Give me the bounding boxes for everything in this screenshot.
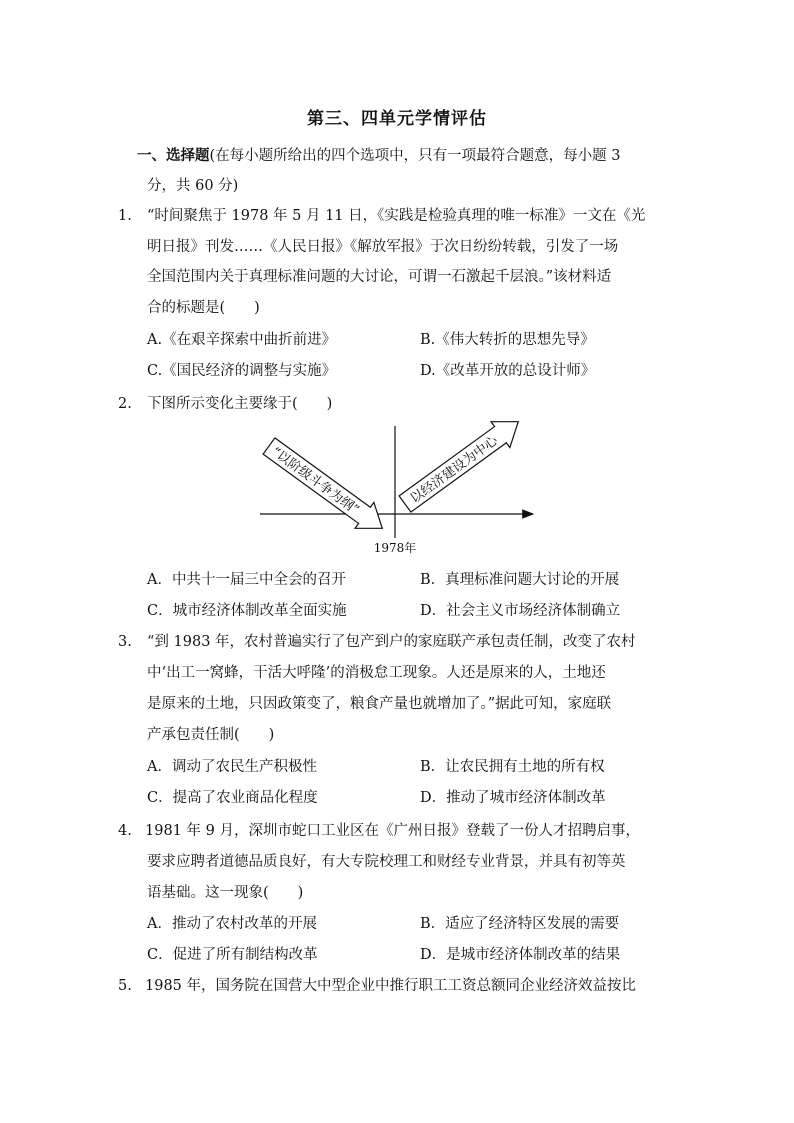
- section-label: 一、选择题: [137, 148, 210, 164]
- question-text: 1985 年，国务院在国营大中型企业中推行职工工资总额同企业经济效益按比: [145, 978, 637, 994]
- axis-year-label: 1978年: [373, 541, 417, 555]
- question-number: 2.: [118, 396, 132, 412]
- option-a[interactable]: A．推动了农村改革的开展: [147, 916, 317, 932]
- question-text: 下图所示变化主要缘于( ): [147, 396, 333, 412]
- option-b[interactable]: B．让农民拥有土地的所有权: [420, 759, 605, 775]
- question-text: “到 1983 年，农村普遍实行了包产到户的家庭联产承包责任制，改变了农村: [147, 634, 636, 650]
- right-arrow-label: 以经济建设为中心: [407, 433, 501, 507]
- question-text: 合的标题是( ): [147, 300, 260, 316]
- section-header: [137, 146, 621, 166]
- question-text: 语基础。这一现象( ): [147, 885, 304, 901]
- page-title: 第三、四单元学情评估: [307, 109, 487, 129]
- option-b[interactable]: B.《伟大转折的思想先导》: [420, 332, 595, 348]
- question-number: 5.: [118, 978, 132, 994]
- left-arrow-label: “以阶级斗争为纲”: [268, 444, 362, 519]
- question-text: 中‘出工一窝蜂，干活大呼隆’的消极怠工现象。人还是原来的人，土地还: [147, 665, 606, 681]
- right-arrow-shape: [396, 420, 528, 517]
- option-a[interactable]: A.《在艰辛探索中曲折前进》: [147, 332, 337, 348]
- option-c[interactable]: C.《国民经济的调整与实施》: [147, 363, 337, 379]
- section-instructions-cont: 分，共 60 分): [147, 178, 239, 194]
- option-d[interactable]: D.《改革开放的总设计师》: [420, 363, 596, 379]
- section-instructions: (在每小题所给出的四个选项中，只有一项最符合题意，每小题 3: [209, 148, 621, 164]
- question-text: 产承包责任制( ): [147, 727, 275, 743]
- question-text: “时间聚焦于 1978 年 5 月 11 日，《实践是检验真理的唯一标准》一文在《光: [147, 208, 646, 224]
- option-a[interactable]: A．调动了农民生产积极性: [147, 759, 317, 775]
- option-d[interactable]: D．推动了城市经济体制改革: [420, 790, 606, 806]
- question-number: 1.: [118, 208, 132, 224]
- option-d[interactable]: D．社会主义市场经济体制确立: [420, 603, 621, 619]
- question-number: 3.: [118, 634, 132, 650]
- option-d[interactable]: D．是城市经济体制改革的结果: [420, 947, 621, 963]
- left-arrow-shape: [260, 433, 392, 541]
- option-a[interactable]: A．中共十一届三中全会的召开: [147, 572, 346, 588]
- question-text: 明日报》刊发……《人民日报》《解放军报》于次日纷纷转载，引发了一场: [147, 239, 619, 255]
- policy-shift-figure: [255, 420, 545, 560]
- option-b[interactable]: B．适应了经济特区发展的需要: [420, 916, 620, 932]
- option-c[interactable]: C．促进了所有制结构改革: [147, 947, 318, 963]
- option-b[interactable]: B．真理标准问题大讨论的开展: [420, 572, 620, 588]
- question-text: 是原来的土地，只因政策变了，粮食产量也就增加了。”据此可知，家庭联: [147, 696, 612, 712]
- option-c[interactable]: C．提高了农业商品化程度: [147, 790, 318, 806]
- option-c[interactable]: C．城市经济体制改革全面实施: [147, 603, 347, 619]
- question-text: 要求应聘者道德品质良好，有大专院校理工和财经专业背景，并具有初等英: [147, 854, 626, 870]
- question-text: 全国范围内关于真理标准问题的大讨论，可谓一石激起千层浪。”该材料适: [147, 269, 612, 285]
- question-number: 4.: [118, 823, 132, 839]
- question-text: 1981 年 9 月，深圳市蛇口工业区在《广州日报》登载了一份人才招聘启事，: [145, 823, 640, 839]
